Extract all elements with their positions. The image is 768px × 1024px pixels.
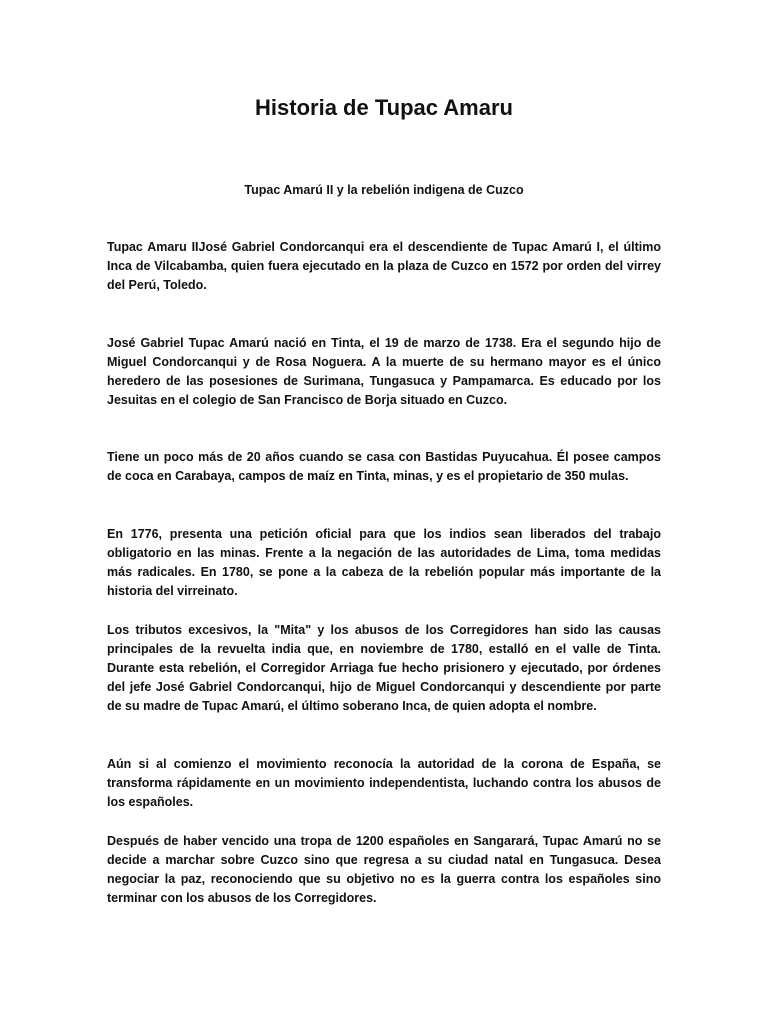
paragraph-2: José Gabriel Tupac Amarú nació en Tinta, el 19 de marzo de 1738. Era el segundo hijo de Miguel Condorcanqui y de Rosa Noguera. A la muerte de su hermano mayor es el único heredero de las posesiones de Surimana, Tungasuca y Pampamarca. Es educado por los Jesuitas en el colegio de San Francisco de Borja situado en Cuzco.: [107, 336, 661, 407]
paragraph-1: Tupac Amaru IIJosé Gabriel Condorcanqui era el descendiente de Tupac Amarú I, el último Inca de Vilcabamba, quien fuera ejecutado en la plaza de Cuzco en 1572 por orden del virrey del Perú, Toledo.: [107, 240, 661, 292]
paragraph-3: Tiene un poco más de 20 años cuando se casa con Bastidas Puyucahua. Él posee campos de coca en Carabaya, campos de maíz en Tinta, minas, y es el propietario de 350 mulas.: [107, 450, 661, 483]
paragraph-5: Los tributos excesivos, la "Mita" y los abusos de los Corregidores han sido las causas principales de la revuelta india que, en noviembre de 1780, estalló en el valle de Tinta. Durante esta rebelión, el Corregidor Arriaga fue hecho prisionero y ejecutado, por órdenes del jefe José Gabriel Condorcanqui, hijo de Miguel Condorcanqui y descendiente por parte de su madre de Tupac Amarú, el último soberano Inca, de quien adopta el nombre.: [107, 623, 661, 713]
paragraph-4: En 1776, presenta una petición oficial para que los indios sean liberados del trabajo obligatorio en las minas. Frente a la negación de las autoridades de Lima, toma medidas más radicales. En 1780, se pone a la cabeza de la rebelión popular más importante de la historia del virreinato.: [107, 527, 661, 598]
document-title: Historia de Tupac Amaru: [255, 95, 513, 120]
paragraph-6: Aún si al comienzo el movimiento reconocía la autoridad de la corona de España, se transforma rápidamente en un movimiento independentista, luchando contra los abusos de los españoles.: [107, 757, 661, 809]
paragraph-7: Después de haber vencido una tropa de 1200 españoles en Sangarará, Tupac Amarú no se decide a marchar sobre Cuzco sino que regresa a su ciudad natal en Tungasuca. Desea negociar la paz, reconociendo que su objetivo no es la guerra contra los españoles sino terminar con los abusos de los Corregidores.: [107, 834, 661, 905]
document-subtitle: Tupac Amarú II y la rebelión indigena de Cuzco: [244, 183, 524, 197]
